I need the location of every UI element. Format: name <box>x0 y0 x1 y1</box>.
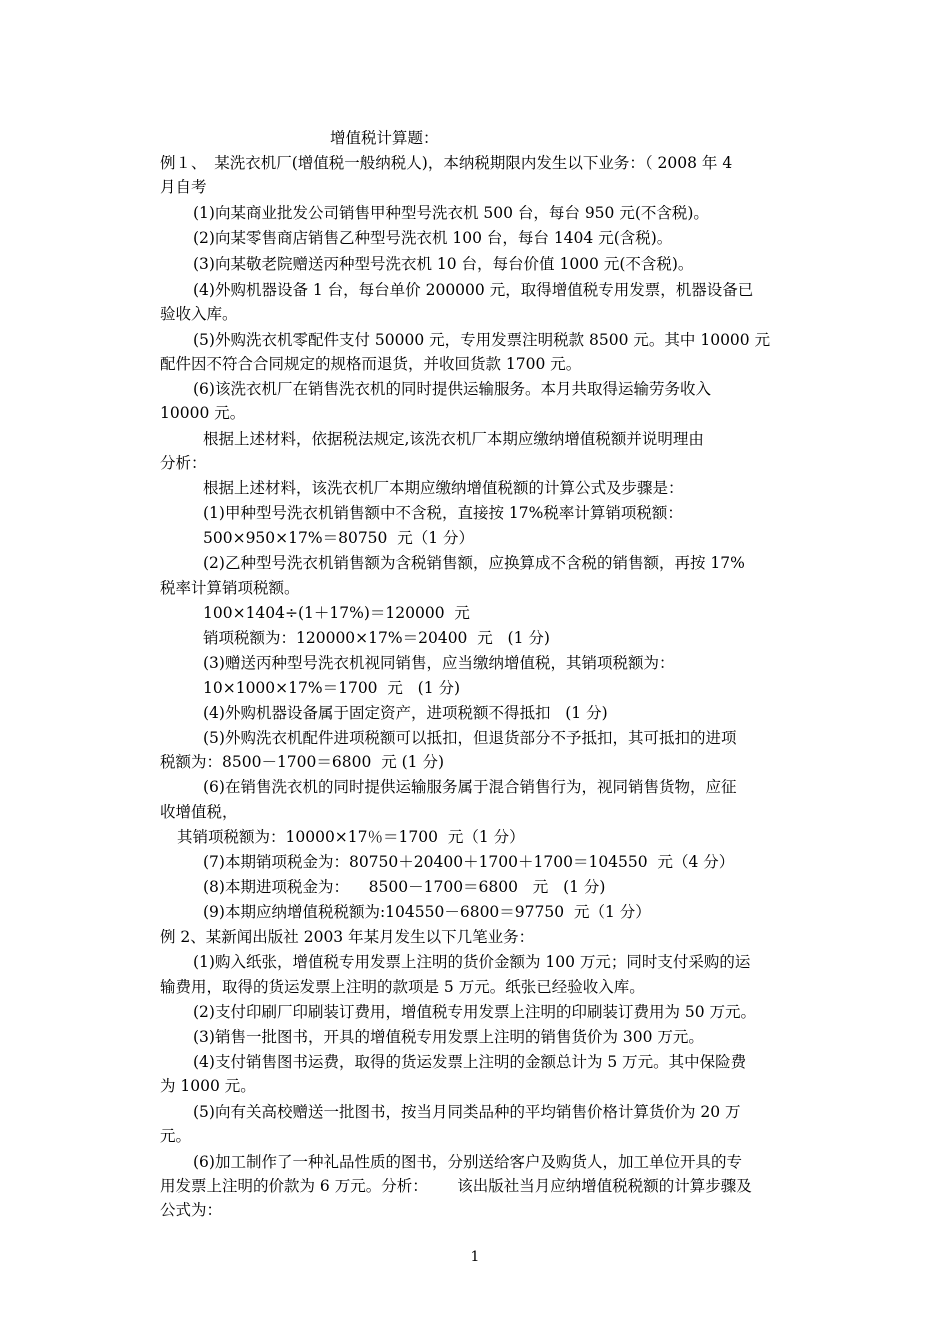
text-line: 例１、 某洗衣机厂(增值税一般纳税人)，本纳税期限内发生以下业务：（ 2008 年 4 <box>160 154 733 172</box>
text-line: (8)本期进项税金为： 8500－1700＝6800 元 (1 分) <box>203 878 606 896</box>
text-line: 销项税额为：120000×17%＝20400 元 (1 分) <box>203 629 550 647</box>
text-line: (3)赠送丙种型号洗衣机视同销售，应当缴纳增值税，其销项税额为： <box>203 654 675 672</box>
text-line: 其销项税额为：10000×17％＝1700 元（1 分） <box>177 828 525 846</box>
text-line: (1)向某商业批发公司销售甲种型号洗衣机 500 台，每台 950 元(不含税)。 <box>193 204 709 222</box>
text-line: 分析： <box>160 454 207 472</box>
text-line: (5)外购洗衣机配件进项税额可以抵扣，但退货部分不予抵扣，其可抵扣的进项 <box>203 729 737 747</box>
text-line: (2)乙种型号洗衣机销售额为含税销售额，应换算成不含税的销售额，再按 17% <box>203 554 745 572</box>
text-line: 月自考 <box>160 178 207 196</box>
text-line: 为 1000 元。 <box>160 1077 256 1095</box>
text-line: (1)购入纸张，增值税专用发票上注明的货价金额为 100 万元；同时支付采购的运 <box>193 953 751 971</box>
text-line: (3)销售一批图书，开具的增值税专用发票上注明的销售货价为 300 万元。 <box>193 1028 704 1046</box>
text-line: 10×1000×17%＝1700 元 (1 分) <box>203 679 461 697</box>
text-line: 根据上述材料，依据税法规定,该洗衣机厂本期应缴纳增值税额并说明理由 <box>203 430 704 448</box>
text-line: 公式为： <box>160 1201 223 1219</box>
text-line: (4)支付销售图书运费，取得的货运发票上注明的金额总计为 5 万元。其中保险费 <box>193 1053 747 1071</box>
text-line: 输费用，取得的货运发票上注明的款项是 5 万元。纸张已经验收入库。 <box>160 978 645 996</box>
text-line: (1)甲种型号洗衣机销售额中不含税，直接按 17%税率计算销项税额： <box>203 504 683 522</box>
text-line: (3)向某敬老院赠送丙种型号洗衣机 10 台，每台价值 1000 元(不含税)。 <box>193 255 694 273</box>
text-line: 税额为：8500－1700＝6800 元 (1 分) <box>160 753 445 771</box>
text-line: 税率计算销项税额。 <box>160 579 300 597</box>
text-line: 例 2、某新闻出版社 2003 年某月发生以下几笔业务： <box>160 928 535 946</box>
text-line: (4)外购机器设备 1 台，每台单价 200000 元，取得增值税专用发票，机器设备已 <box>193 281 754 299</box>
text-line: 10000 元。 <box>160 404 246 422</box>
text-line: (6)在销售洗衣机的同时提供运输服务属于混合销售行为，视同销售货物，应征 <box>203 778 737 796</box>
text-line: 收增值税， <box>160 803 238 821</box>
text-line: 100×1404÷(1＋17%)＝120000 元 <box>203 604 470 622</box>
text-line: 500×950×17%＝80750 元（1 分） <box>203 529 475 547</box>
text-line: (4)外购机器设备属于固定资产，进项税额不得抵扣 (1 分) <box>203 704 608 722</box>
text-line: (5)外购洗衣机零配件支付 50000 元，专用发票注明税款 8500 元。其中 10000 元 <box>193 331 771 349</box>
text-line: (6)加工制作了一种礼品性质的图书，分别送给客户及购货人，加工单位开具的专 <box>193 1153 742 1171</box>
text-line: 用发票上注明的价款为 6 万元。分析： 该出版社当月应纳增值税税额的计算步骤及 <box>160 1177 752 1195</box>
text-line: 配件因不符合合同规定的规格而退货，并收回货款 1700 元。 <box>160 355 582 373</box>
text-line: (7)本期销项税金为：80750＋20400＋1700＋1700＝104550 元（4 分） <box>203 853 735 871</box>
page-number: 1 <box>470 1249 480 1265</box>
document-title: 增值税计算题： <box>330 129 439 147</box>
text-line: (6)该洗衣机厂在销售洗衣机的同时提供运输服务。本月共取得运输劳务收入 <box>193 380 711 398</box>
text-line: 根据上述材料，该洗衣机厂本期应缴纳增值税额的计算公式及步骤是： <box>203 479 684 497</box>
text-line: (2)支付印刷厂印刷装订费用，增值税专用发票上注明的印刷装订费用为 50 万元。 <box>193 1003 757 1021</box>
text-line: (5)向有关高校赠送一批图书，按当月同类品种的平均销售价格计算货价为 20 万 <box>193 1103 741 1121</box>
text-line: (9)本期应纳增值税税额为:104550－6800＝97750 元（1 分） <box>203 903 651 921</box>
text-line: 验收入库。 <box>160 305 238 323</box>
text-line: (2)向某零售商店销售乙种型号洗衣机 100 台，每台 1404 元(含税)。 <box>193 229 673 247</box>
text-line: 元。 <box>160 1127 192 1145</box>
